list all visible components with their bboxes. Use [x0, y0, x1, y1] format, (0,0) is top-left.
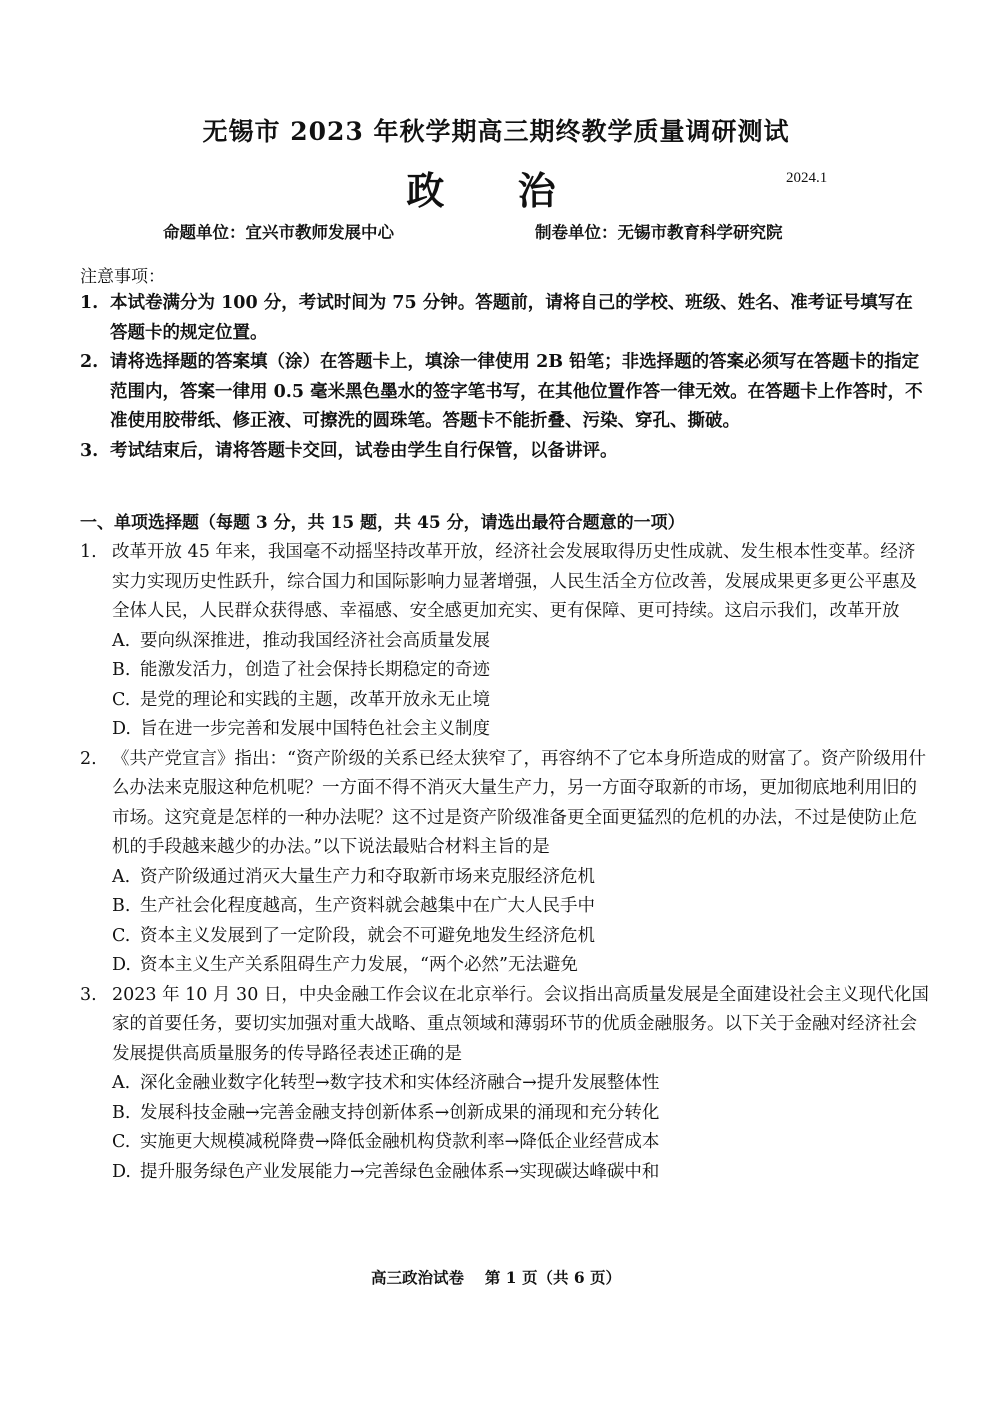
option-label: A.: [112, 866, 131, 887]
option: [112, 863, 930, 893]
note-item: [80, 348, 930, 437]
option-text: 资本主义生产关系阻碍生产力发展，“两个必然”无法避免: [140, 955, 578, 975]
option: [112, 1158, 930, 1188]
option-label: C.: [112, 1132, 131, 1152]
question: [80, 981, 930, 1188]
notes-heading: 注意事项：: [80, 267, 165, 287]
option: [112, 922, 930, 952]
note-number: 2.: [80, 352, 99, 372]
issuing-units: [163, 219, 863, 243]
question: [80, 745, 930, 981]
option-label: B.: [112, 896, 131, 916]
notes-list: [80, 289, 930, 466]
exam-title: 无锡市 2023 年秋学期高三期终教学质量调研测试: [202, 117, 790, 146]
option: [112, 892, 930, 922]
option-label: A.: [112, 1073, 131, 1093]
option-label: D.: [112, 1161, 131, 1182]
subject-title: 政 治: [406, 168, 586, 213]
option-text: 是党的理论和实践的主题，改革开放永无止境: [140, 689, 490, 710]
option-label: D.: [112, 719, 131, 739]
note-number: 1.: [80, 293, 99, 313]
option-text: 资本主义发展到了一定阶段，就会不可避免地发生经济危机: [140, 925, 595, 946]
unit-left: 命题单位：宜兴市教师发展中心: [163, 223, 394, 242]
note-item: [80, 289, 930, 348]
option: [112, 656, 930, 686]
note-number: 3.: [80, 440, 99, 461]
section-heading: 一、单项选择题（每题 3 分，共 15 题，共 45 分，请选出最符合题意的一项）: [80, 513, 685, 533]
option-text: 旨在进一步完善和发展中国特色社会主义制度: [140, 719, 490, 739]
exam-date: 2024.1: [786, 170, 828, 186]
page-footer: 高三政治试卷 第 1 页（共 6 页）: [370, 1268, 622, 1287]
option-label: A.: [112, 630, 131, 651]
question-stem: 《共产党宣言》指出：“资产阶级的关系已经太狭窄了，再容纳不了它本身所造成的财富了。资产阶级用什么办法来克服这种危机呢？一方面不得不消灭大量生产力，另一方面夺取新的市场，更加彻底地利用旧的市场。这究竟是怎样的一种办法呢？这不过是资产阶级准备更全面更猛烈的危机的办法，不过是使防止危机的手段越来越少的办法。”以下说法最贴合材料主旨的是: [112, 748, 926, 857]
option-list: [112, 1069, 930, 1187]
option: [112, 1128, 930, 1158]
option-list: [112, 627, 930, 745]
option: [112, 686, 930, 716]
note-text: 考试结束后，请将答题卡交回，试卷由学生自行保管，以备讲评。: [110, 440, 618, 461]
option-label: B.: [112, 660, 131, 680]
option: [112, 1069, 930, 1099]
option-label: B.: [112, 1102, 131, 1123]
option-label: D.: [112, 955, 131, 975]
question-number: 3.: [80, 984, 97, 1005]
question-stem: 改革开放 45 年来，我国毫不动摇坚持改革开放，经济社会发展取得历史性成就、发生根本性变革。经济实力实现历史性跃升，综合国力和国际影响力显著增强，人民生活全方位改善，发展成果更多更公平惠及全体人民，人民群众获得感、幸福感、安全感更加充实、更有保障、更可持续。这启示我们，改革开放: [112, 542, 917, 621]
option-text: 生产社会化程度越高，生产资料就会越集中在广大人民手中: [140, 896, 595, 916]
option-text: 能激发活力，创造了社会保持长期稳定的奇迹: [140, 660, 490, 680]
note-text: 本试卷满分为 100 分，考试时间为 75 分钟。答题前，请将自己的学校、班级、姓名、准考证号填写在答题卡的规定位置。: [110, 293, 913, 343]
option-text: 发展科技金融→完善金融支持创新体系→创新成果的涌现和充分转化: [140, 1102, 660, 1123]
option-label: C.: [112, 689, 131, 710]
question-stem: 2023 年 10 月 30 日，中央金融工作会议在北京举行。会议指出高质量发展是全面建设社会主义现代化国家的首要任务，要切实加强对重大战略、重点领域和薄弱环节的优质金融服务。以下关于金融对经济社会发展提供高质量服务的传导路径表述正确的是: [112, 984, 929, 1064]
option: [112, 951, 930, 981]
option-text: 提升服务绿色产业发展能力→完善绿色金融体系→实现碳达峰碳中和: [140, 1161, 660, 1182]
option-text: 资产阶级通过消灭大量生产力和夺取新市场来克服经济危机: [140, 866, 595, 887]
note-text: 请将选择题的答案填（涂）在答题卡上，填涂一律使用 2B 铅笔；非选择题的答案必须写在答题卡的指定范围内，答案一律用 0.5 毫米黑色墨水的签字笔书写，在其他位置作答一律无效。在答题卡上作答时，不准使用胶带纸、修正液、可擦洗的圆珠笔。答题卡不能折叠、污染、穿孔、撕破。: [110, 352, 923, 431]
option: [112, 715, 930, 745]
option: [112, 1099, 930, 1129]
option-text: 要向纵深推进，推动我国经济社会高质量发展: [140, 630, 490, 651]
option-list: [112, 863, 930, 981]
question-list: [80, 538, 930, 1187]
option-label: C.: [112, 925, 131, 946]
question: [80, 538, 930, 745]
note-item: [80, 437, 930, 467]
option: [112, 627, 930, 657]
option-text: 深化金融业数字化转型→数字技术和实体经济融合→提升发展整体性: [140, 1073, 660, 1093]
unit-right: 制卷单位：无锡市教育科学研究院: [535, 223, 783, 242]
question-number: 1.: [80, 542, 97, 562]
question-number: 2.: [80, 748, 97, 769]
option-text: 实施更大规模减税降费→降低金融机构贷款利率→降低企业经营成本: [140, 1132, 660, 1152]
